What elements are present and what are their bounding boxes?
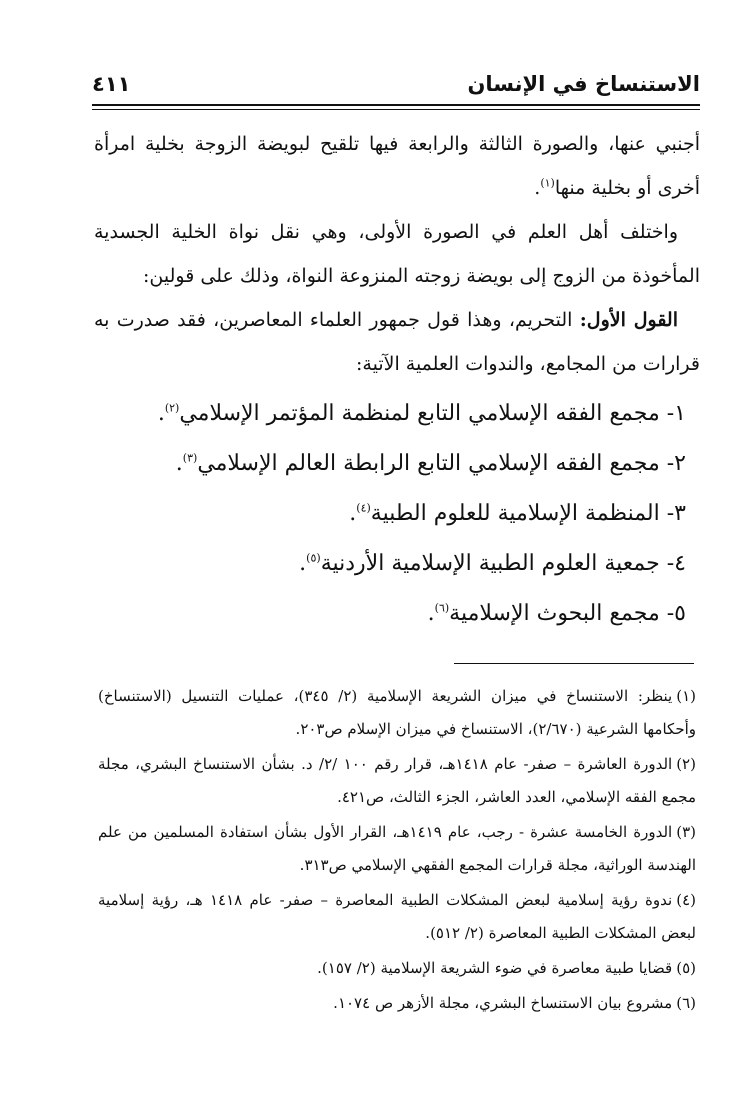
footnote-text: ينظر: الاستنساخ في ميزان الشريعة الإسلامية (٢/ ٣٤٥)، عمليات التنسيل (الاستنساخ) وأحكامها الشرعية (٢/٦٧٠)، الاستنساخ في ميزان الإسلام ص٢٠٣.: [98, 687, 696, 738]
list-item-text: ١- مجمع الفقه الإسلامي التابع لمنظمة المؤتمر الإسلامي: [179, 401, 686, 426]
page-number: ٤١١: [92, 72, 131, 96]
paragraph-1-text: أجنبي عنها، والصورة الثالثة والرابعة فيها تلقيح لبويضة الزوجة بخلية امرأة أخرى أو بخلية منها: [94, 133, 700, 199]
main-text: [94, 122, 700, 642]
footnote-number: (٦): [676, 994, 696, 1012]
footnote-number: (٥): [676, 959, 696, 977]
footnote-separator: [454, 663, 694, 664]
running-header: [92, 68, 700, 110]
footnote-text: مشروع بيان الاستنساخ البشري، مجلة الأزهر ص ١٠٧٤.: [333, 994, 673, 1012]
resolutions-list: [94, 392, 700, 636]
list-item-text: ٢- مجمع الفقه الإسلامي التابع الرابطة العالم الإسلامي: [197, 451, 686, 476]
footnote-4: [98, 884, 696, 950]
header-title: الاستنساخ في الإنسان: [467, 72, 700, 96]
footnote-number: (١): [676, 687, 696, 705]
footnote-number: (٢): [676, 755, 696, 773]
list-item-text: ٣- المنظمة الإسلامية للعلوم الطبية: [370, 501, 686, 526]
footnote-ref-2[interactable]: (٢): [164, 401, 180, 415]
footnote-text: الدورة العاشرة – صفر- عام ١٤١٨هـ، قرار رقم ١٠٠ /٢/ د. بشأن الاستنساخ البشري، مجلة مجمع الفقه الإسلامي، العدد العاشر، الجزء الثالث، ص٤٢١.: [98, 755, 696, 806]
list-item: ٣- المنظمة الإسلامية للعلوم الطبية$^{(٤)}$.: [349, 501, 686, 526]
paragraph-2: واختلف أهل العلم في الصورة الأولى، وهي نقل نواة الخلية الجسدية المأخوذة من الزوج إلى بويضة زوجته المنزوعة النواة، وذلك على قولين:: [94, 221, 700, 287]
footnote-ref-5[interactable]: (٥): [306, 551, 321, 565]
footnote-2: [98, 748, 696, 814]
footnote-text: الدورة الخامسة عشرة - رجب، عام ١٤١٩هـ، القرار الأول بشأن استفادة المسلمين من علم الهندسة الوراثية، مجلة قرارات المجمع الفقهي الإسلامي ص٣١٣.: [98, 823, 696, 874]
footnote-6: [98, 987, 696, 1020]
footnote-1: [98, 680, 696, 746]
footnote-ref-3[interactable]: (٣): [182, 451, 198, 465]
list-item: ٤- جمعية العلوم الطبية الإسلامية الأردنية$^{(٥)}$.: [299, 551, 686, 576]
footnote-5: [98, 952, 696, 985]
footnotes: [98, 680, 696, 1022]
paragraph-3: [94, 298, 700, 386]
footnote-ref-6[interactable]: (٦): [434, 601, 450, 615]
footnote-3: [98, 816, 696, 882]
footnote-text: ندوة رؤية إسلامية لبعض المشكلات الطبية المعاصرة – صفر- عام ١٤١٨ هـ، رؤية إسلامية لبعض المشكلات الطبية المعاصرة (٢/ ٥١٢).: [98, 891, 696, 942]
list-item: ٢- مجمع الفقه الإسلامي التابع الرابطة العالم الإسلامي$^{(٣)}$.: [175, 451, 686, 476]
first-opinion-heading: القول الأول:: [579, 309, 679, 331]
list-item: ١- مجمع الفقه الإسلامي التابع لمنظمة المؤتمر الإسلامي$^{(٢)}$.: [157, 401, 686, 426]
header-rule: [92, 104, 700, 110]
footnote-ref-4[interactable]: (٤): [356, 501, 371, 515]
list-item: ٥- مجمع البحوث الإسلامية$^{(٦)}$.: [427, 601, 686, 626]
paragraph-1: أجنبي عنها، والصورة الثالثة والرابعة فيها تلقيح لبويضة الزوجة بخلية امرأة أخرى أو بخلية منها$^{(١)}$.: [94, 133, 700, 199]
list-item-text: ٥- مجمع البحوث الإسلامية: [449, 601, 686, 626]
footnote-text: قضايا طبية معاصرة في ضوء الشريعة الإسلامية (٢/ ١٥٧).: [317, 959, 673, 977]
footnote-number: (٤): [676, 891, 696, 909]
paragraph-3-text: التحريم، وهذا قول جمهور العلماء المعاصرين، فقد صدرت به قرارات من المجامع، والندوات العلمية الآتية:: [94, 309, 700, 375]
footnote-number: (٣): [676, 823, 696, 841]
list-item-text: ٤- جمعية العلوم الطبية الإسلامية الأردنية: [320, 551, 686, 576]
footnote-ref-1[interactable]: (١): [540, 176, 555, 190]
